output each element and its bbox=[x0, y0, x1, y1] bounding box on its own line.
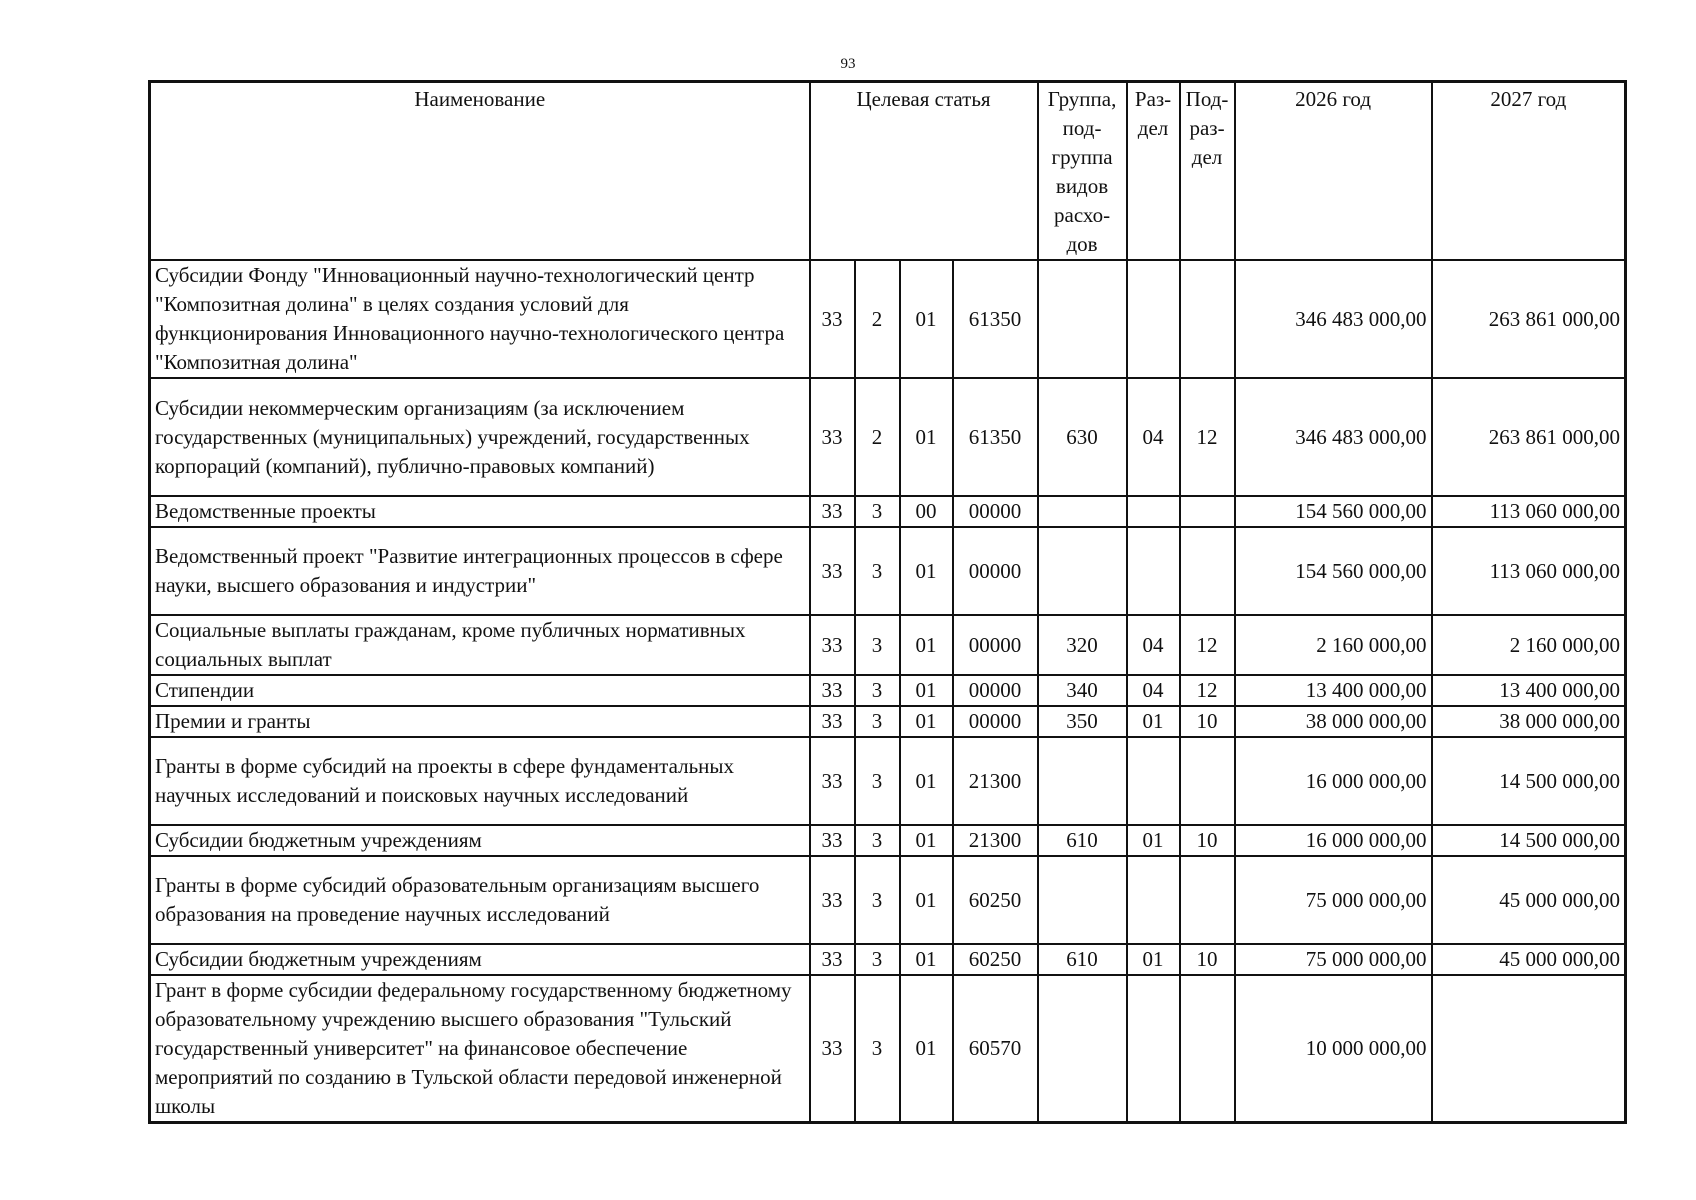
amount-2027: 13 400 000,00 bbox=[1432, 675, 1626, 706]
target-code-2: 3 bbox=[855, 975, 900, 1123]
expense-group bbox=[1038, 527, 1127, 615]
target-code-1: 33 bbox=[810, 856, 855, 944]
subsection: 12 bbox=[1180, 378, 1235, 496]
section bbox=[1127, 975, 1180, 1123]
amount-2026: 154 560 000,00 bbox=[1235, 496, 1432, 527]
table-row bbox=[150, 706, 1626, 737]
table-row bbox=[150, 944, 1626, 975]
table-row bbox=[150, 527, 1626, 615]
target-code-1: 33 bbox=[810, 706, 855, 737]
amount-2027: 14 500 000,00 bbox=[1432, 825, 1626, 856]
amount-2026: 10 000 000,00 bbox=[1235, 975, 1432, 1123]
expense-group bbox=[1038, 496, 1127, 527]
table-row bbox=[150, 675, 1626, 706]
header-name: Наименование bbox=[150, 82, 810, 261]
target-code-4: 21300 bbox=[953, 737, 1038, 825]
amount-2027: 113 060 000,00 bbox=[1432, 527, 1626, 615]
target-code-2: 3 bbox=[855, 527, 900, 615]
target-code-3: 01 bbox=[900, 675, 953, 706]
row-name: Субсидии Фонду "Инновационный научно-технологический центр "Композитная долина" в целях создания условий для функционирования Инновационного научно-технологического центра "Композитная долина" bbox=[150, 260, 810, 378]
row-name: Социальные выплаты гражданам, кроме публичных нормативных социальных выплат bbox=[150, 615, 810, 675]
subsection bbox=[1180, 527, 1235, 615]
amount-2027: 113 060 000,00 bbox=[1432, 496, 1626, 527]
target-code-2: 2 bbox=[855, 378, 900, 496]
section: 01 bbox=[1127, 944, 1180, 975]
row-name: Субсидии некоммерческим организациям (за исключением государственных (муниципальных) учреждений, государственных корпораций (компаний), публично-правовых компаний) bbox=[150, 378, 810, 496]
target-code-4: 00000 bbox=[953, 675, 1038, 706]
subsection: 10 bbox=[1180, 706, 1235, 737]
table-row bbox=[150, 856, 1626, 944]
expense-group bbox=[1038, 975, 1127, 1123]
amount-2026: 2 160 000,00 bbox=[1235, 615, 1432, 675]
target-code-1: 33 bbox=[810, 737, 855, 825]
header-2027: 2027 год bbox=[1432, 82, 1626, 261]
subsection: 12 bbox=[1180, 615, 1235, 675]
row-name: Гранты в форме субсидий образовательным организациям высшего образования на проведение научных исследований bbox=[150, 856, 810, 944]
section bbox=[1127, 527, 1180, 615]
target-code-2: 3 bbox=[855, 615, 900, 675]
target-code-2: 3 bbox=[855, 496, 900, 527]
amount-2027: 2 160 000,00 bbox=[1432, 615, 1626, 675]
section: 01 bbox=[1127, 825, 1180, 856]
target-code-4: 00000 bbox=[953, 706, 1038, 737]
table-row bbox=[150, 975, 1626, 1123]
budget-table bbox=[148, 80, 1627, 1124]
target-code-2: 2 bbox=[855, 260, 900, 378]
target-code-3: 01 bbox=[900, 856, 953, 944]
amount-2027: 38 000 000,00 bbox=[1432, 706, 1626, 737]
target-code-1: 33 bbox=[810, 825, 855, 856]
amount-2027: 45 000 000,00 bbox=[1432, 856, 1626, 944]
target-code-4: 00000 bbox=[953, 615, 1038, 675]
expense-group: 350 bbox=[1038, 706, 1127, 737]
target-code-2: 3 bbox=[855, 675, 900, 706]
section: 04 bbox=[1127, 615, 1180, 675]
target-code-1: 33 bbox=[810, 260, 855, 378]
row-name: Стипендии bbox=[150, 675, 810, 706]
amount-2026: 16 000 000,00 bbox=[1235, 737, 1432, 825]
table-row bbox=[150, 260, 1626, 378]
target-code-3: 01 bbox=[900, 975, 953, 1123]
amount-2026: 154 560 000,00 bbox=[1235, 527, 1432, 615]
target-code-3: 01 bbox=[900, 737, 953, 825]
subsection bbox=[1180, 975, 1235, 1123]
expense-group: 630 bbox=[1038, 378, 1127, 496]
amount-2027 bbox=[1432, 975, 1626, 1123]
table-header-row bbox=[150, 82, 1626, 261]
section: 01 bbox=[1127, 706, 1180, 737]
amount-2026: 16 000 000,00 bbox=[1235, 825, 1432, 856]
header-subsection: Под-раз-дел bbox=[1180, 82, 1235, 261]
target-code-1: 33 bbox=[810, 944, 855, 975]
target-code-1: 33 bbox=[810, 975, 855, 1123]
target-code-2: 3 bbox=[855, 706, 900, 737]
subsection bbox=[1180, 496, 1235, 527]
amount-2027: 14 500 000,00 bbox=[1432, 737, 1626, 825]
table-body bbox=[150, 260, 1626, 1123]
subsection: 10 bbox=[1180, 825, 1235, 856]
header-2026: 2026 год bbox=[1235, 82, 1432, 261]
expense-group bbox=[1038, 260, 1127, 378]
target-code-3: 01 bbox=[900, 527, 953, 615]
expense-group: 610 bbox=[1038, 825, 1127, 856]
section bbox=[1127, 260, 1180, 378]
table-row bbox=[150, 496, 1626, 527]
page-number: 93 bbox=[840, 56, 856, 72]
amount-2026: 75 000 000,00 bbox=[1235, 856, 1432, 944]
table-row bbox=[150, 825, 1626, 856]
header-group: Группа, под-группа видов расхо-дов bbox=[1038, 82, 1127, 261]
target-code-3: 01 bbox=[900, 378, 953, 496]
table-row bbox=[150, 737, 1626, 825]
target-code-1: 33 bbox=[810, 675, 855, 706]
amount-2026: 346 483 000,00 bbox=[1235, 260, 1432, 378]
amount-2027: 263 861 000,00 bbox=[1432, 260, 1626, 378]
header-target: Целевая статья bbox=[810, 82, 1038, 261]
target-code-3: 00 bbox=[900, 496, 953, 527]
header-section: Раз-дел bbox=[1127, 82, 1180, 261]
section bbox=[1127, 737, 1180, 825]
target-code-4: 21300 bbox=[953, 825, 1038, 856]
target-code-1: 33 bbox=[810, 496, 855, 527]
target-code-2: 3 bbox=[855, 856, 900, 944]
target-code-4: 60250 bbox=[953, 944, 1038, 975]
subsection: 12 bbox=[1180, 675, 1235, 706]
amount-2026: 38 000 000,00 bbox=[1235, 706, 1432, 737]
target-code-3: 01 bbox=[900, 260, 953, 378]
expense-group: 340 bbox=[1038, 675, 1127, 706]
expense-group bbox=[1038, 856, 1127, 944]
target-code-4: 61350 bbox=[953, 260, 1038, 378]
subsection bbox=[1180, 260, 1235, 378]
subsection bbox=[1180, 856, 1235, 944]
expense-group: 320 bbox=[1038, 615, 1127, 675]
amount-2026: 13 400 000,00 bbox=[1235, 675, 1432, 706]
target-code-2: 3 bbox=[855, 825, 900, 856]
target-code-3: 01 bbox=[900, 944, 953, 975]
amount-2026: 346 483 000,00 bbox=[1235, 378, 1432, 496]
section: 04 bbox=[1127, 675, 1180, 706]
row-name: Премии и гранты bbox=[150, 706, 810, 737]
row-name: Ведомственные проекты bbox=[150, 496, 810, 527]
target-code-1: 33 bbox=[810, 378, 855, 496]
target-code-4: 61350 bbox=[953, 378, 1038, 496]
target-code-4: 60250 bbox=[953, 856, 1038, 944]
section: 04 bbox=[1127, 378, 1180, 496]
row-name: Ведомственный проект "Развитие интеграционных процессов в сфере науки, высшего образования и индустрии" bbox=[150, 527, 810, 615]
target-code-2: 3 bbox=[855, 944, 900, 975]
amount-2026: 75 000 000,00 bbox=[1235, 944, 1432, 975]
target-code-1: 33 bbox=[810, 615, 855, 675]
expense-group bbox=[1038, 737, 1127, 825]
row-name: Субсидии бюджетным учреждениям bbox=[150, 944, 810, 975]
row-name: Субсидии бюджетным учреждениям bbox=[150, 825, 810, 856]
amount-2027: 45 000 000,00 bbox=[1432, 944, 1626, 975]
section bbox=[1127, 856, 1180, 944]
target-code-1: 33 bbox=[810, 527, 855, 615]
target-code-2: 3 bbox=[855, 737, 900, 825]
section bbox=[1127, 496, 1180, 527]
table-row bbox=[150, 615, 1626, 675]
amount-2027: 263 861 000,00 bbox=[1432, 378, 1626, 496]
target-code-3: 01 bbox=[900, 615, 953, 675]
target-code-4: 00000 bbox=[953, 527, 1038, 615]
target-code-4: 60570 bbox=[953, 975, 1038, 1123]
subsection bbox=[1180, 737, 1235, 825]
expense-group: 610 bbox=[1038, 944, 1127, 975]
table-row bbox=[150, 378, 1626, 496]
row-name: Гранты в форме субсидий на проекты в сфере фундаментальных научных исследований и поисковых научных исследований bbox=[150, 737, 810, 825]
row-name: Грант в форме субсидии федеральному государственному бюджетному образовательному учреждению высшего образования "Тульский государственный университет" на финансовое обеспечение мероприятий по созданию в Тульской области передовой инженерной школы bbox=[150, 975, 810, 1123]
target-code-4: 00000 bbox=[953, 496, 1038, 527]
subsection: 10 bbox=[1180, 944, 1235, 975]
target-code-3: 01 bbox=[900, 706, 953, 737]
target-code-3: 01 bbox=[900, 825, 953, 856]
